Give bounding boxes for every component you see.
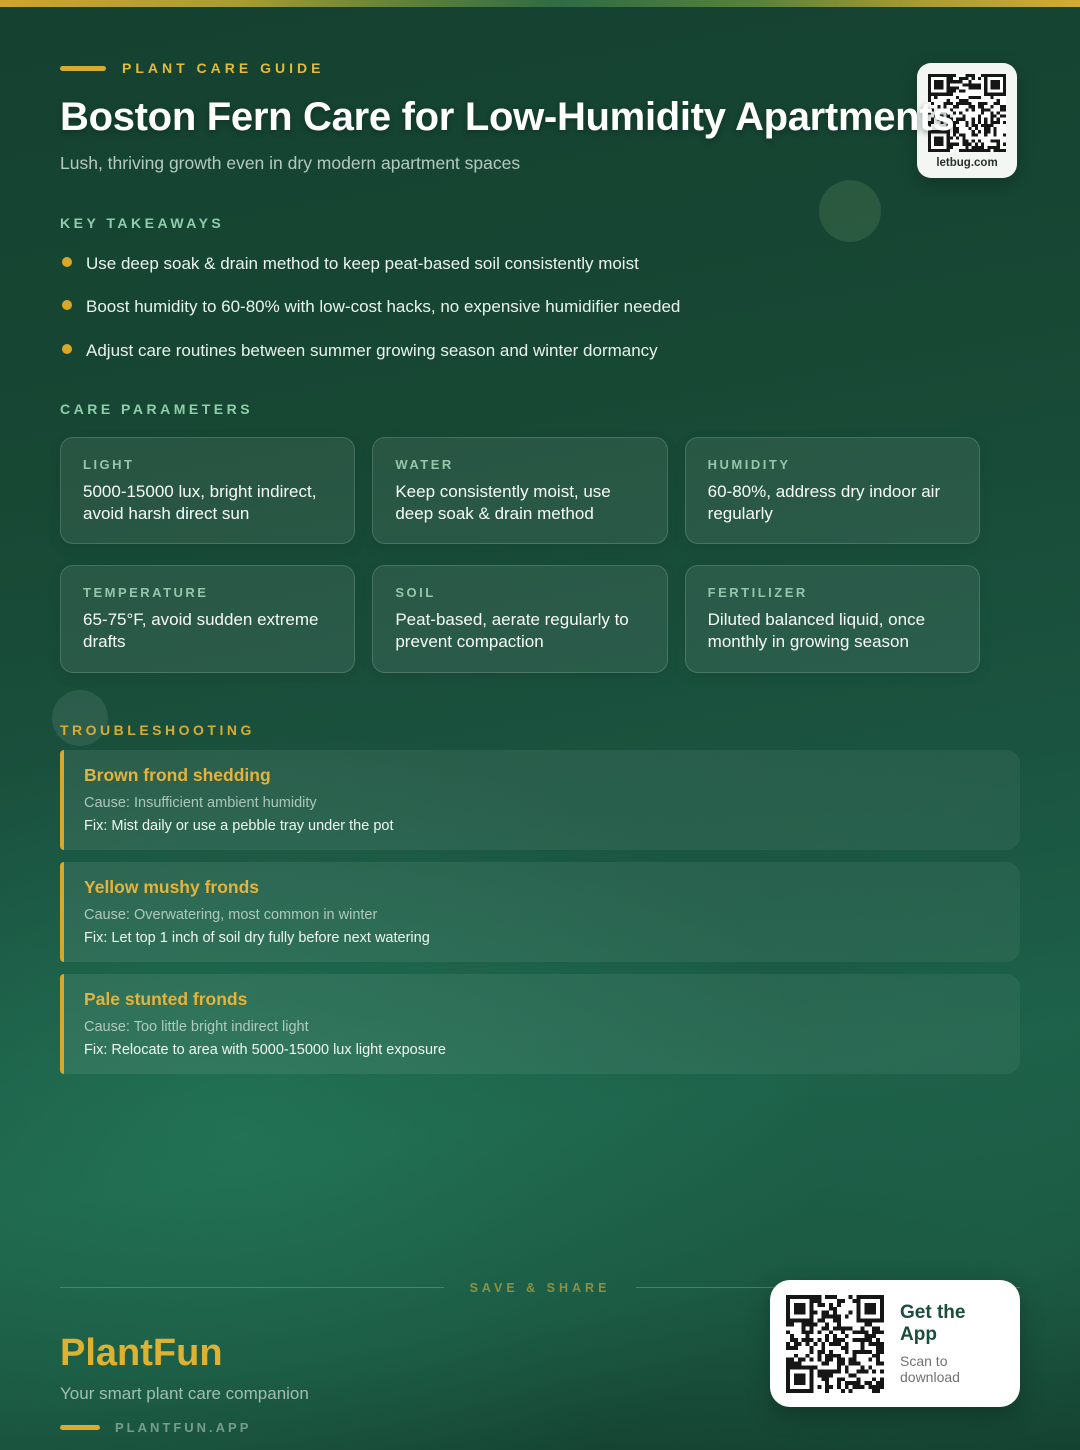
takeaway-text: Use deep soak & drain method to keep peat-based soil consistently moist [86,254,639,273]
takeaways-list [60,253,1020,361]
trouble-card [60,750,1020,850]
troubleshooting-list [60,750,1020,1074]
param-text: 5000-15000 lux, bright indirect, avoid harsh direct sun [83,481,317,523]
param-text: Diluted balanced liquid, once monthly in growing season [707,610,926,651]
site-label: PLANTFUN.APP [115,1419,252,1435]
list-item [60,296,1020,317]
app-card-text [900,1302,1004,1385]
app-card-subtitle: Scan to download [900,1353,960,1385]
trouble-fix: Fix: Relocate to area with 5000-15000 lux light exposure [84,1041,446,1058]
trouble-title: Pale stunted fronds [84,988,248,1009]
parameters-grid [60,437,980,673]
takeaway-text: Adjust care routines between summer growing season and winter dormancy [86,340,658,360]
trouble-card [60,862,1020,962]
param-card-water [372,437,667,545]
trouble-cause: Cause: Insufficient ambient humidity [84,794,317,811]
param-text: Peat-based, aerate regularly to prevent compaction [395,610,629,651]
brand-tagline: Your smart plant care companion [60,1383,309,1403]
param-text: Keep consistently moist, use deep soak & drain method [395,481,611,523]
param-label: SOIL [395,585,436,601]
param-label: TEMPERATURE [83,585,209,601]
list-item [60,253,1020,274]
divider-label: SAVE & SHARE [469,1280,611,1295]
bullet-icon [62,257,72,267]
eyebrow-label: PLANT CARE GUIDE [122,60,325,76]
qr-code [786,1295,884,1393]
page-subtitle: Lush, thriving growth even in dry modern apartment spaces [60,153,521,173]
app-card-title: Get the App [900,1302,966,1345]
bullet-icon [62,300,72,310]
trouble-fix: Fix: Mist daily or use a pebble tray under the pot [84,817,394,834]
eyebrow-dash [60,66,106,71]
trouble-cause: Cause: Too little bright indirect light [84,1018,309,1035]
trouble-title: Yellow mushy fronds [84,876,260,897]
brand-logo: PlantFun [60,1331,223,1374]
param-label: WATER [395,456,454,472]
takeaways-heading: KEY TAKEAWAYS [60,215,225,231]
site-row [60,1420,1020,1435]
trouble-fix: Fix: Let top 1 inch of soil dry fully before next watering [84,929,430,946]
site-dash [60,1425,100,1430]
param-card-soil [372,565,667,673]
param-label: HUMIDITY [707,456,791,472]
top-accent-bar [0,0,1080,7]
parameters-heading: CARE PARAMETERS [60,400,254,417]
param-card-humidity [685,437,980,545]
trouble-card [60,974,1020,1074]
troubleshooting-heading: TROUBLESHOOTING [60,721,255,738]
divider-line [60,1287,444,1288]
param-card-light [60,437,355,545]
param-card-fertilizer [685,565,980,673]
param-label: LIGHT [83,456,135,472]
trouble-cause: Cause: Overwatering, most common in winter [84,906,378,923]
list-item [60,340,1020,361]
trouble-title: Brown frond shedding [84,764,271,785]
get-app-card [770,1280,1020,1407]
header-eyebrow-row [60,60,1020,76]
qr-top-label: letbug.com [936,157,998,169]
bullet-icon [62,344,72,354]
param-card-temperature [60,565,355,673]
takeaway-text: Boost humidity to 60-80% with low-cost hacks, no expensive humidifier needed [86,297,681,317]
page-title: Boston Fern Care for Low-Humidity Apartments [60,95,955,139]
param-text: 60-80%, address dry indoor air regularly [707,481,941,523]
param-text: 65-75°F, avoid sudden extreme drafts [83,610,319,651]
param-label: FERTILIZER [707,585,808,601]
